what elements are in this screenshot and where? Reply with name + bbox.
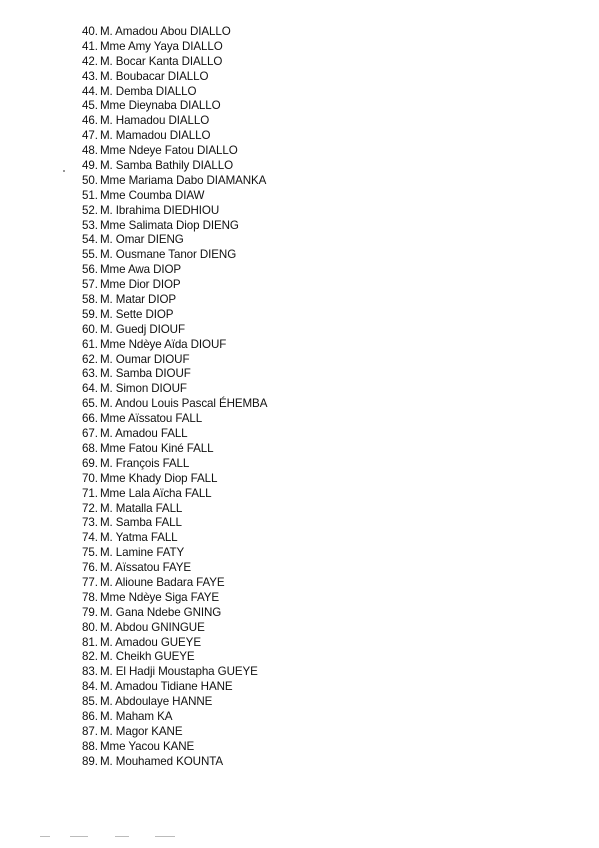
list-item-number: 72.	[82, 501, 98, 515]
list-item-name: M. Sette DIOP	[100, 307, 174, 321]
list-item-name: M. Ousmane Tanor DIENG	[100, 248, 237, 262]
list-item-name: Mme Mariama Dabo DIAMANKA	[100, 173, 267, 187]
list-item-number: 82.	[82, 650, 98, 664]
list-item-name: M. Amadou GUEYE	[100, 635, 201, 649]
list-item	[82, 546, 267, 561]
list-item-number: 75.	[82, 546, 98, 560]
list-item-name: M. Amadou Tidiane HANE	[100, 680, 233, 694]
list-item	[82, 636, 267, 651]
list-item	[82, 397, 267, 412]
list-item	[82, 159, 267, 174]
list-item	[82, 502, 267, 517]
list-item-number: 65.	[82, 397, 98, 411]
list-item	[82, 740, 267, 755]
list-item	[82, 233, 267, 248]
list-item	[82, 308, 267, 323]
list-item-name: M. Matalla FALL	[100, 501, 183, 515]
list-item-number: 67.	[82, 427, 98, 441]
list-item	[82, 412, 267, 427]
list-item-name: M. François FALL	[100, 456, 190, 470]
list-item	[82, 40, 267, 55]
list-item-name: M. Matar DIOP	[100, 293, 177, 307]
list-item-number: 49.	[82, 159, 98, 173]
list-item-number: 52.	[82, 203, 98, 217]
list-item	[82, 531, 267, 546]
list-item-name: M. Ibrahima DIEDHIOU	[100, 203, 220, 217]
list-item-name: M. Boubacar DIALLO	[100, 69, 209, 83]
list-item	[82, 114, 267, 129]
list-item-name: M. Hamadou DIALLO	[100, 114, 210, 128]
list-item-name: M. Maham KA	[100, 709, 173, 723]
list-item	[82, 427, 267, 442]
list-item-number: 87.	[82, 724, 98, 738]
list-item-number: 86.	[82, 709, 98, 723]
list-item-number: 89.	[82, 754, 98, 768]
list-item-name: M. Guedj DIOUF	[100, 322, 185, 336]
list-item	[82, 278, 267, 293]
list-item-name: M. Gana Ndebe GNING	[100, 605, 222, 619]
list-item	[82, 695, 267, 710]
list-item-name: M. Demba DIALLO	[100, 84, 197, 98]
list-item-number: 88.	[82, 739, 98, 753]
list-item	[82, 263, 267, 278]
list-item-name: M. Simon DIOUF	[100, 382, 187, 396]
scan-mark	[115, 836, 129, 837]
list-item-name: M. Lamine FATY	[100, 546, 185, 560]
list-item-name: M. Yatma FALL	[100, 531, 178, 545]
list-item	[82, 755, 267, 770]
scan-mark	[70, 836, 88, 837]
list-item	[82, 710, 267, 725]
list-item-name: Mme Yacou KANE	[100, 739, 195, 753]
list-item-number: 44.	[82, 84, 98, 98]
list-item-number: 83.	[82, 665, 98, 679]
list-item-number: 84.	[82, 680, 98, 694]
list-item	[82, 367, 267, 382]
list-item-number: 62.	[82, 352, 98, 366]
list-item	[82, 442, 267, 457]
scan-speck	[63, 170, 65, 172]
list-item-name: M. Andou Louis Pascal ÉHEMBA	[100, 397, 268, 411]
list-item-number: 85.	[82, 695, 98, 709]
list-item-number: 45.	[82, 99, 98, 113]
list-item	[82, 323, 267, 338]
list-item-name: Mme Dieynaba DIALLO	[100, 99, 221, 113]
list-item	[82, 665, 267, 680]
list-item-name: M. El Hadji Moustapha GUEYE	[100, 665, 258, 679]
list-item-number: 77.	[82, 575, 98, 589]
list-item-name: M. Magor KANE	[100, 724, 183, 738]
list-item-number: 48.	[82, 144, 98, 158]
list-item-name: M. Amadou Abou DIALLO	[100, 25, 231, 38]
list-item-number: 43.	[82, 69, 98, 83]
list-item-number: 60.	[82, 322, 98, 336]
list-item-name: Mme Fatou Kiné FALL	[100, 441, 214, 455]
list-item-number: 55.	[82, 248, 98, 262]
list-item	[82, 621, 267, 636]
list-item-name: M. Samba Bathily DIALLO	[100, 159, 234, 173]
list-item	[82, 204, 267, 219]
list-item-name: Mme Ndèye Siga FAYE	[100, 590, 220, 604]
list-item-name: M. Amadou FALL	[100, 427, 188, 441]
list-item-number: 41.	[82, 39, 98, 53]
list-item-number: 66.	[82, 412, 98, 426]
list-item-number: 68.	[82, 441, 98, 455]
list-item	[82, 99, 267, 114]
list-item-number: 56.	[82, 263, 98, 277]
list-item	[82, 650, 267, 665]
list-item-name: Mme Salimata Diop DIENG	[100, 218, 239, 232]
list-item-number: 70.	[82, 471, 98, 485]
list-item	[82, 487, 267, 502]
list-item	[82, 189, 267, 204]
list-item	[82, 174, 267, 189]
list-item-name: M. Omar DIENG	[100, 233, 184, 247]
member-list	[82, 25, 267, 770]
scan-mark	[155, 836, 175, 837]
bottom-scan-marks	[40, 836, 190, 840]
list-item-name: Mme Khady Diop FALL	[100, 471, 218, 485]
list-item-name: Mme Dior DIOP	[100, 278, 181, 292]
list-item-name: M. Bocar Kanta DIALLO	[100, 54, 223, 68]
list-item-name: Mme Aïssatou FALL	[100, 412, 203, 426]
list-item-number: 58.	[82, 293, 98, 307]
list-item-name: Mme Awa DIOP	[100, 263, 182, 277]
list-item-name: M. Aïssatou FAYE	[100, 561, 191, 575]
list-item-name: Mme Ndèye Aïda DIOUF	[100, 337, 227, 351]
list-item-number: 46.	[82, 114, 98, 128]
list-item-number: 69.	[82, 456, 98, 470]
list-item	[82, 680, 267, 695]
list-item	[82, 25, 267, 40]
scan-mark	[40, 836, 50, 837]
list-item-number: 53.	[82, 218, 98, 232]
list-item-number: 61.	[82, 337, 98, 351]
list-item	[82, 248, 267, 263]
list-item-number: 50.	[82, 173, 98, 187]
list-item-number: 59.	[82, 307, 98, 321]
list-item	[82, 55, 267, 70]
list-item	[82, 591, 267, 606]
list-item	[82, 516, 267, 531]
list-item-number: 57.	[82, 278, 98, 292]
list-item-name: Mme Ndeye Fatou DIALLO	[100, 144, 238, 158]
list-item	[82, 144, 267, 159]
list-item-name: Mme Amy Yaya DIALLO	[100, 39, 223, 53]
list-item	[82, 725, 267, 740]
list-item-number: 76.	[82, 561, 98, 575]
list-item-name: M. Samba DIOUF	[100, 367, 191, 381]
list-item-number: 47.	[82, 129, 98, 143]
list-item-number: 71.	[82, 486, 98, 500]
list-item-name: M. Alioune Badara FAYE	[100, 575, 225, 589]
list-item-number: 40.	[82, 25, 98, 38]
list-item	[82, 338, 267, 353]
list-item-name: M. Mamadou DIALLO	[100, 129, 211, 143]
list-item-name: M. Mouhamed KOUNTA	[100, 754, 223, 768]
list-item	[82, 457, 267, 472]
list-item-number: 80.	[82, 620, 98, 634]
list-item-name: Mme Lala Aïcha FALL	[100, 486, 212, 500]
list-item	[82, 129, 267, 144]
list-item-number: 73.	[82, 516, 98, 530]
list-item-number: 42.	[82, 54, 98, 68]
list-item	[82, 472, 267, 487]
list-item	[82, 382, 267, 397]
list-item-number: 63.	[82, 367, 98, 381]
list-item-number: 54.	[82, 233, 98, 247]
list-item-number: 74.	[82, 531, 98, 545]
list-item	[82, 85, 267, 100]
list-item	[82, 561, 267, 576]
list-item-name: M. Abdoulaye HANNE	[100, 695, 213, 709]
list-item-number: 51.	[82, 188, 98, 202]
list-item-name: M. Samba FALL	[100, 516, 182, 530]
list-item-name: M. Cheikh GUEYE	[100, 650, 195, 664]
list-item-name: M. Oumar DIOUF	[100, 352, 190, 366]
list-item-name: M. Abdou GNINGUE	[100, 620, 205, 634]
list-item	[82, 353, 267, 368]
list-item-number: 81.	[82, 635, 98, 649]
list-item-number: 79.	[82, 605, 98, 619]
list-item	[82, 293, 267, 308]
list-item	[82, 576, 267, 591]
list-item-number: 78.	[82, 590, 98, 604]
list-item	[82, 70, 267, 85]
list-item-name: Mme Coumba DIAW	[100, 188, 205, 202]
list-item	[82, 606, 267, 621]
list-item-number: 64.	[82, 382, 98, 396]
list-item	[82, 219, 267, 234]
